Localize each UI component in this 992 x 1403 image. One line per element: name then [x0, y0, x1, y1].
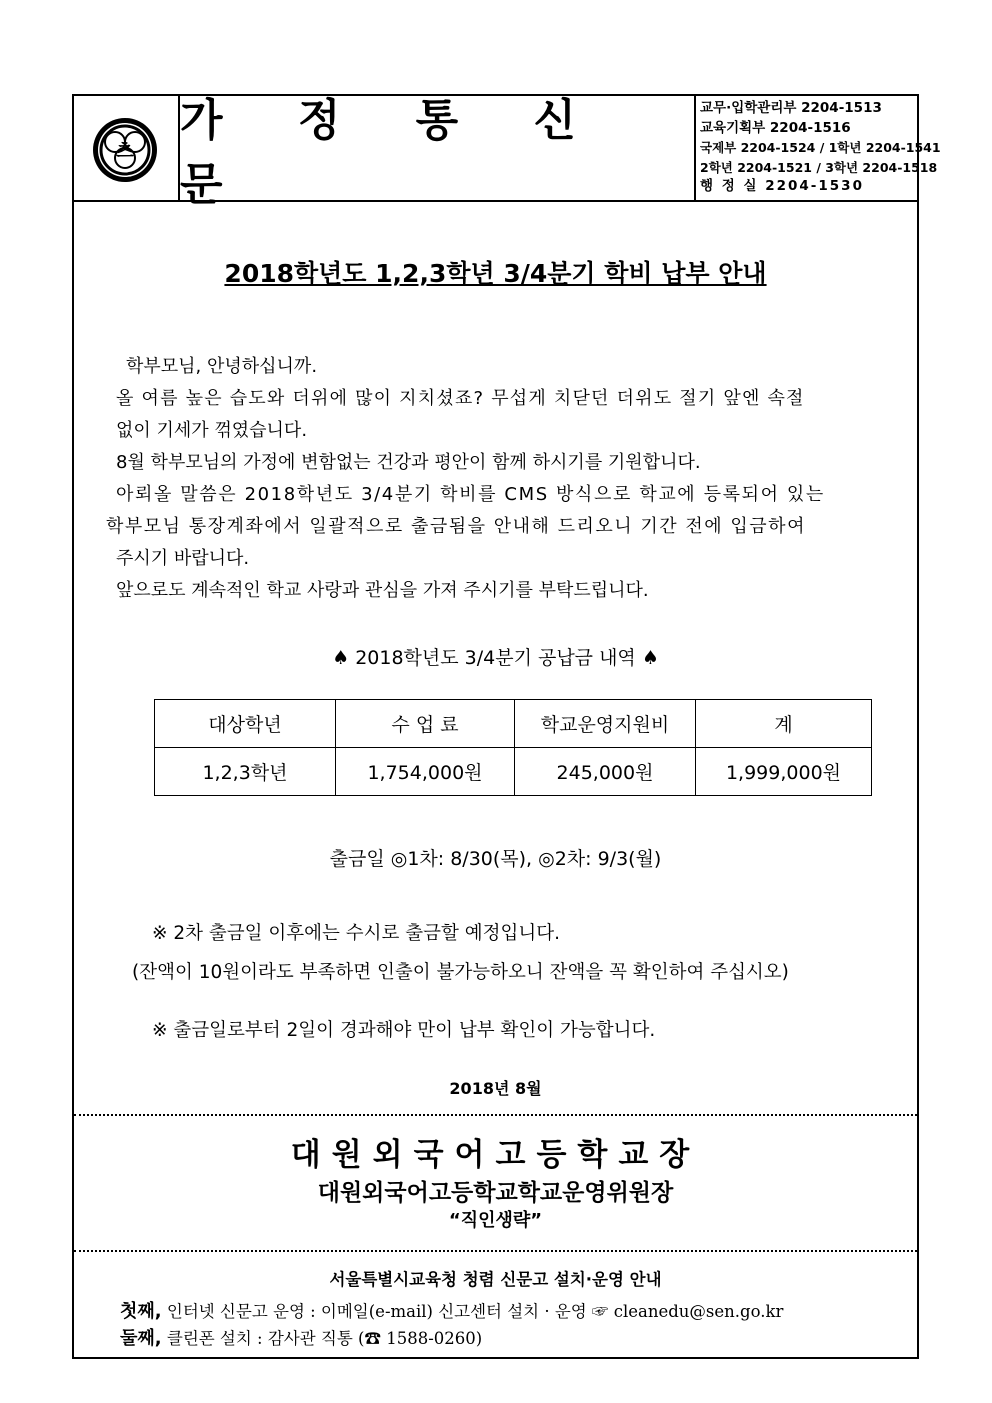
table-cell: 1,2,3학년 [155, 748, 336, 796]
contact-list [694, 96, 941, 200]
body-paragraph: 앞으로도 계속적인 학교 사랑과 관심을 가져 주시기를 부탁드립니다. [116, 580, 649, 601]
body-paragraph: 주시기 바랍니다. [116, 548, 250, 569]
contact-line: 교무·입학관리부 2204-1513 [700, 100, 882, 116]
withdrawal-dates: 출금일 ◎1차: 8/30(목), ◎2차: 9/3(월) [329, 848, 662, 870]
letter-body [106, 351, 892, 607]
notice-title [74, 254, 917, 290]
divider [74, 1114, 917, 1116]
document-frame [72, 94, 941, 1359]
note-line: (잔액이 10원이라도 부족하면 인출이 불가능하오니 잔액을 꼭 확인하여 주십시오) [132, 962, 789, 983]
fee-table-caption: ♠ 2018학년도 3/4분기 공납금 내역 ♠ [332, 647, 659, 669]
table-cell: 245,000원 [515, 748, 696, 796]
contact-line: 2학년 2204-1521 / 3학년 2204-1518 [700, 159, 938, 175]
table-row [155, 748, 872, 796]
contact-line: 교육기획부 2204-1516 [700, 119, 851, 136]
header [74, 95, 941, 210]
notice-title-text: 2018학년도 1,2,3학년 3/4분기 학비 납부 안내 [224, 259, 767, 288]
table-header-cell: 학교운영지원비 [515, 700, 696, 748]
footer-line-2 [120, 1324, 482, 1350]
body-paragraph: 아뢰올 말씀은 2018학년도 3/4분기 학비를 CMS 방식으로 학교에 등록되어 있는 [116, 484, 825, 505]
contact-line: 국제부 2204-1524 / 1학년 2204-1541 [700, 140, 941, 155]
footer-line-text: 클린폰 설치 : 감사관 직통 (☎ 1588-0260) [166, 1329, 483, 1348]
body-paragraph: 학부모님 통장계좌에서 일괄적으로 출금됨을 안내해 드리오니 기간 전에 입금하여 [106, 516, 806, 537]
issue-date: 2018년 8월 [449, 1079, 542, 1098]
seal-omitted: “직인생략” [448, 1210, 543, 1231]
table-cell: 1,999,000원 [696, 748, 872, 796]
table-header-cell: 계 [696, 700, 872, 748]
table-header-row [155, 700, 872, 748]
principal-signature: 대원외국어고등학교장 [290, 1137, 701, 1173]
fee-table [154, 699, 872, 796]
table-header-cell: 대상학년 [155, 700, 336, 748]
divider [74, 1250, 917, 1252]
committee-signature: 대원외국어고등학교학교운영위원장 [317, 1180, 674, 1206]
body-paragraph: 8월 학부모님의 가정에 변함없는 건강과 평안이 함께 하시기를 기원합니다. [116, 452, 701, 473]
footer-line-1 [120, 1297, 783, 1323]
school-emblem-icon [91, 116, 159, 184]
body-paragraph: 없이 기세가 꺾였습니다. [116, 420, 308, 441]
footer-line-text: 인터넷 신문고 운영 : 이메일(e-mail) 신고센터 설치 · 운영 ☞ cleanedu@sen.go.kr [166, 1302, 784, 1321]
school-logo [74, 96, 180, 200]
note-line: ※ 2차 출금일 이후에는 수시로 출금할 예정입니다. [152, 923, 560, 944]
footer-line-label: 둘째, [120, 1328, 162, 1349]
body-paragraph: 학부모님, 안녕하십니까. [126, 356, 318, 377]
body-paragraph: 올 여름 높은 습도와 더위에 많이 지치셨죠? 무섭게 치닫던 더위도 절기 앞엔 속절 [116, 388, 805, 409]
svg-text:츠: 츠 [116, 141, 134, 162]
footer-line-label: 첫째, [120, 1301, 162, 1322]
table-header-cell: 수 업 료 [336, 700, 515, 748]
page-title: 가 정 통 신 문 [180, 95, 606, 210]
table-cell: 1,754,000원 [336, 748, 515, 796]
footer-title: 서울특별시교육청 청렴 신문고 설치·운영 안내 [329, 1270, 662, 1289]
contact-line: 행 정 실 2204-1530 [700, 178, 864, 194]
note-line: ※ 출금일로부터 2일이 경과해야 만이 납부 확인이 가능합니다. [152, 1020, 656, 1041]
